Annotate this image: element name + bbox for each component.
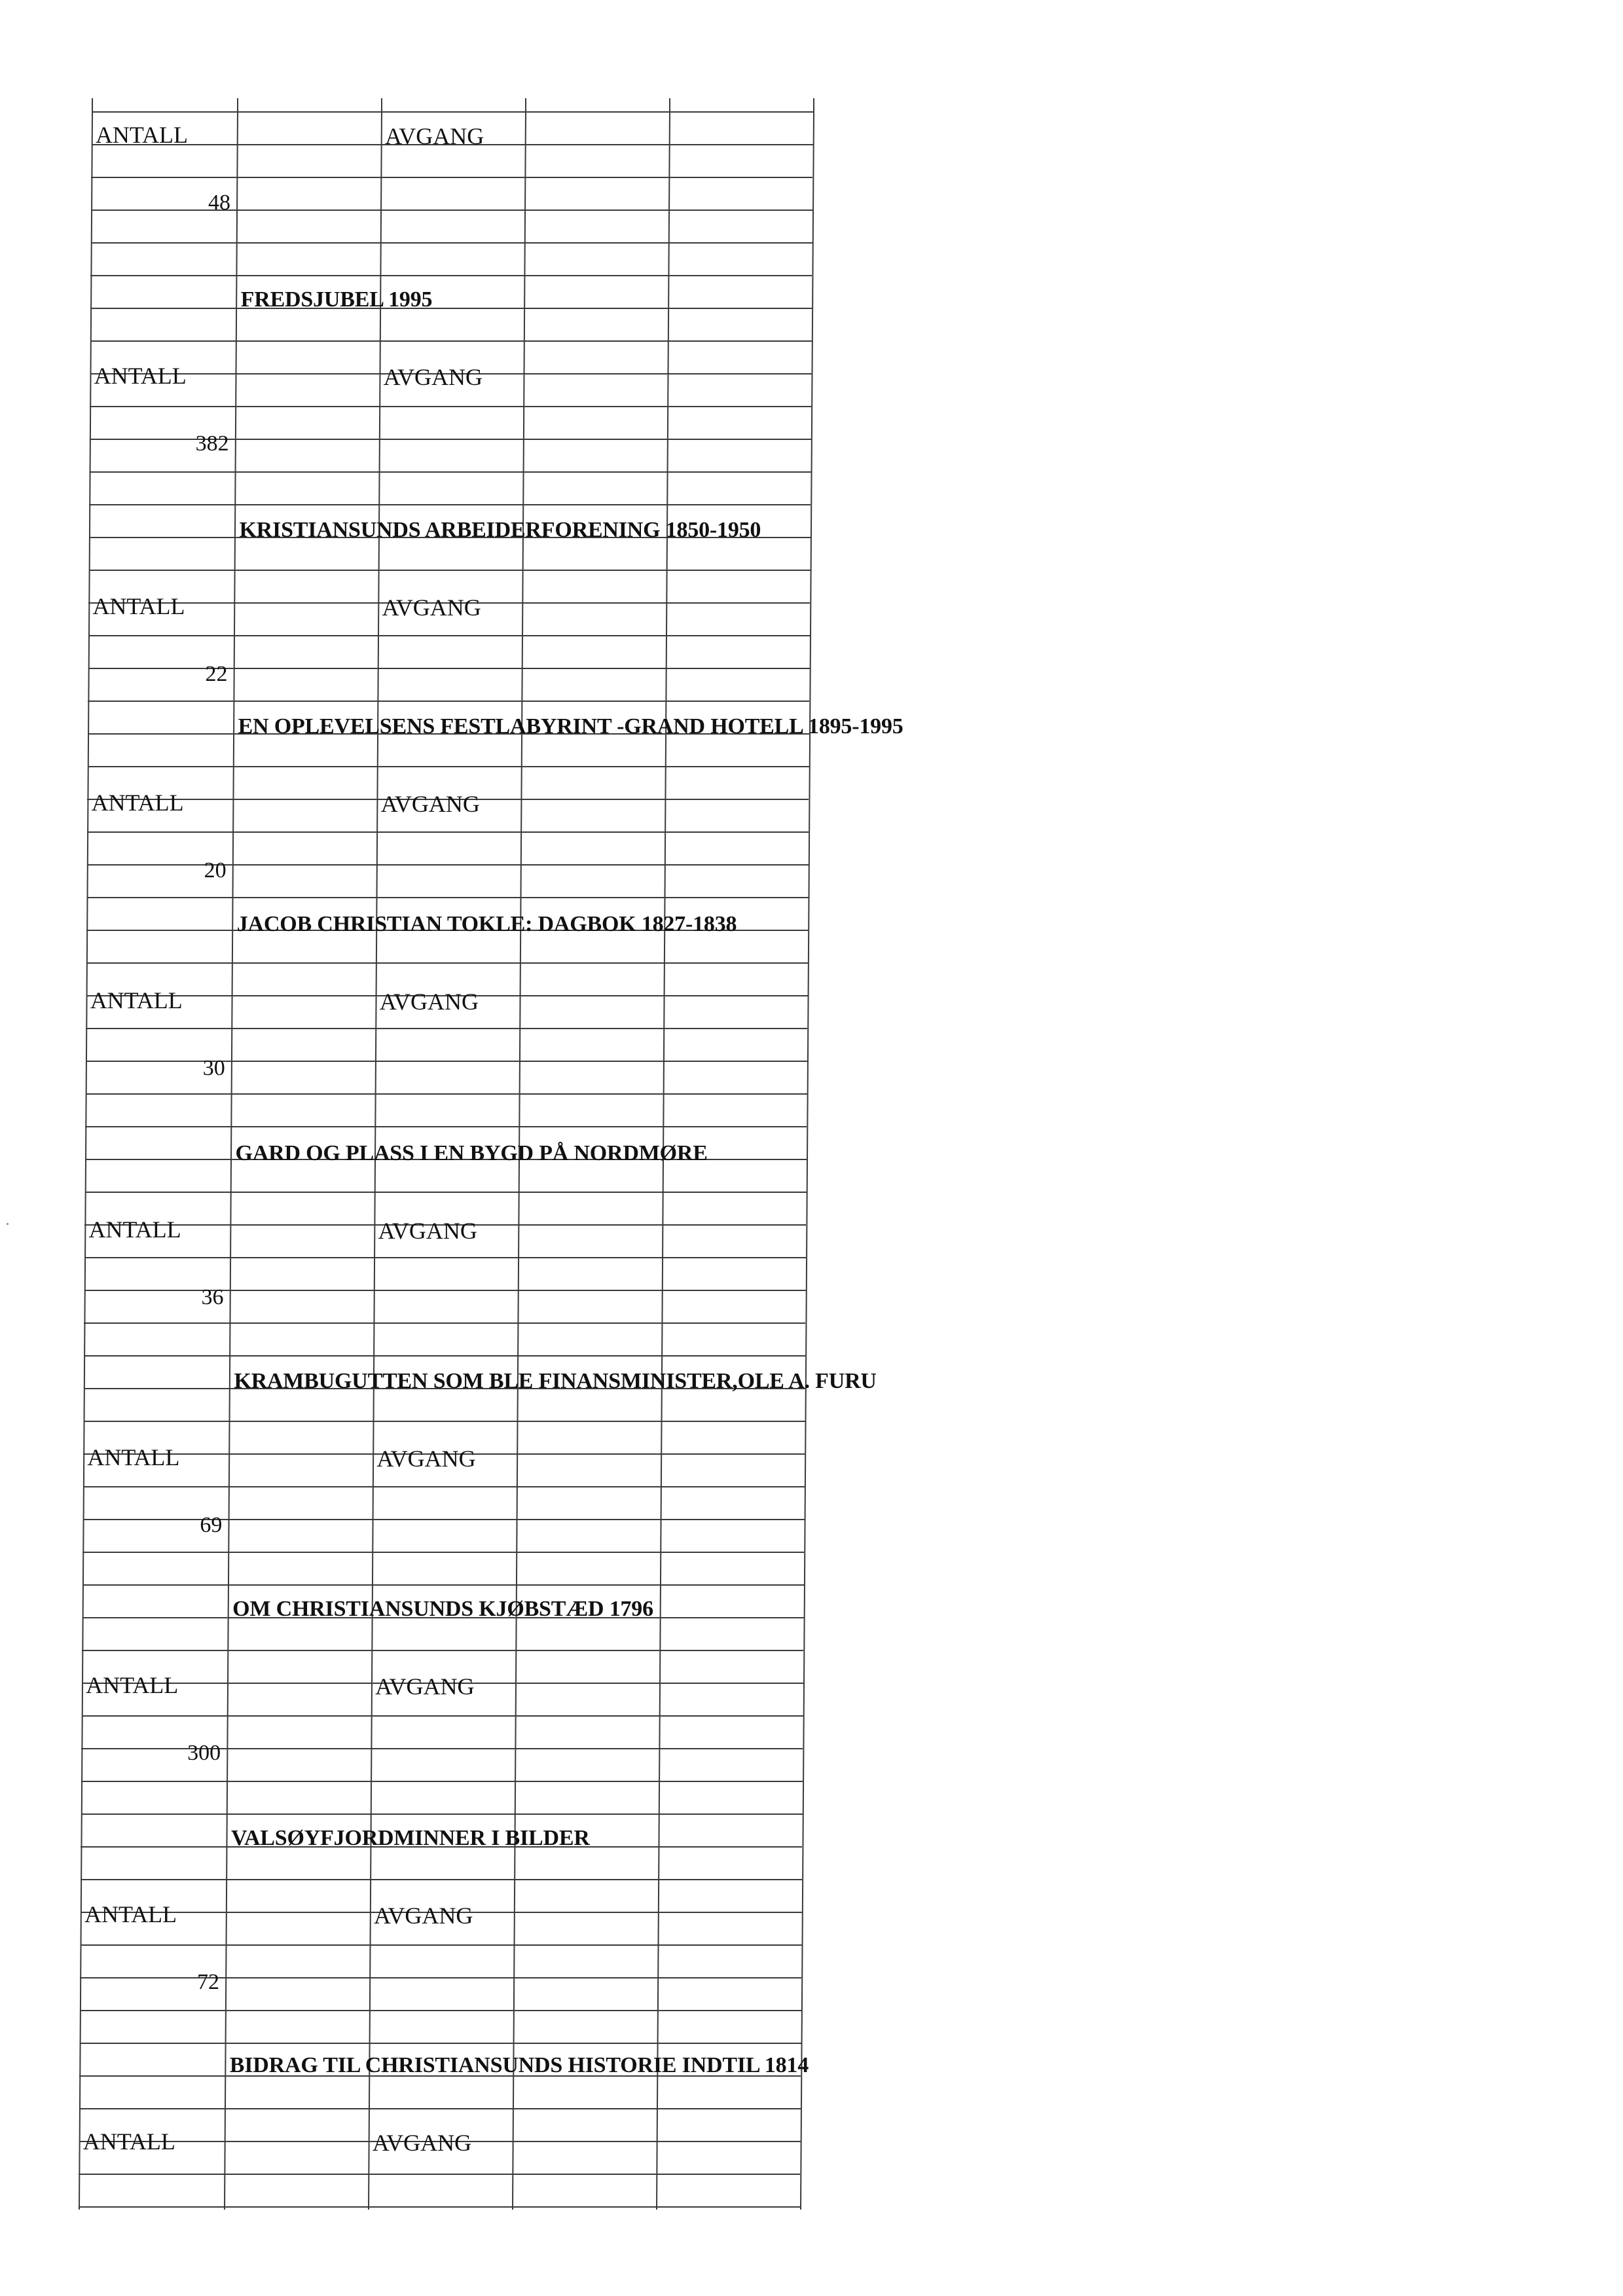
- departure-label: AVGANG: [373, 1903, 473, 1929]
- table-row-line: [90, 275, 812, 276]
- top-edge-tick: [813, 98, 814, 113]
- table-row-line: [84, 1322, 805, 1324]
- table-row-line: [92, 111, 813, 113]
- count-label: ANTALL: [88, 1216, 181, 1243]
- table-row-line: [80, 2010, 801, 2011]
- departure-label: AVGANG: [372, 2130, 472, 2156]
- count-value: 20: [204, 858, 227, 883]
- entry-title: BIDRAG TIL CHRISTIANSUNDS HISTORIE INDTIL 1814: [229, 2053, 809, 2077]
- count-label: ANTALL: [90, 987, 183, 1013]
- table-row-line: [84, 1257, 806, 1258]
- count-label: ANTALL: [87, 1444, 180, 1470]
- table-row-line: [79, 2206, 800, 2208]
- table-row-line: [82, 1715, 803, 1717]
- entry-title: GARD OG PLASS I EN BYGD PÅ NORDMØRE: [235, 1141, 708, 1165]
- table-row-line: [86, 962, 808, 964]
- table-row-line: [85, 1192, 807, 1193]
- table-row-line: [86, 1028, 807, 1029]
- table-row-line: [91, 242, 812, 244]
- count-value: 69: [200, 1513, 223, 1537]
- scan-speck: [7, 1223, 9, 1225]
- table-row-line: [83, 1486, 805, 1487]
- table-row-line: [90, 406, 811, 407]
- table-row-line: [82, 1584, 804, 1586]
- table-row-line: [81, 1944, 802, 1946]
- departure-label: AVGANG: [378, 1218, 477, 1244]
- departure-label: AVGANG: [383, 364, 483, 390]
- count-label: ANTALL: [82, 2128, 175, 2155]
- table-row-line: [90, 340, 812, 342]
- table-row-line: [82, 1552, 804, 1553]
- count-label: ANTALL: [91, 790, 184, 816]
- table-column-line: [800, 111, 814, 2210]
- count-value: 382: [195, 431, 229, 456]
- table-row-line: [89, 504, 811, 505]
- table-row-line: [81, 1813, 803, 1815]
- entry-title: JACOB CHRISTIAN TOKLE: DAGBOK 1827-1838: [236, 912, 737, 936]
- entry-title: KRISTIANSUNDS ARBEIDERFORENING 1850-1950: [239, 518, 761, 542]
- count-label: ANTALL: [86, 1672, 179, 1698]
- table-row-line: [91, 177, 812, 178]
- table-row-line: [81, 1781, 803, 1782]
- entry-title: VALSØYFJORDMINNER I BILDER: [230, 1826, 590, 1850]
- count-value: 48: [208, 191, 230, 215]
- table-row-line: [80, 2043, 801, 2044]
- count-value: 72: [196, 1970, 219, 1994]
- top-edge-tick: [237, 98, 238, 113]
- departure-label: AVGANG: [376, 1446, 476, 1472]
- table-row-line: [87, 897, 809, 898]
- departure-label: AVGANG: [375, 1673, 475, 1700]
- departure-label: AVGANG: [382, 594, 481, 621]
- count-label: ANTALL: [84, 1901, 177, 1927]
- table-row-line: [79, 2108, 801, 2109]
- count-label: ANTALL: [92, 593, 185, 619]
- table-row-line: [88, 635, 810, 636]
- top-edge-tick: [669, 98, 670, 113]
- departure-label: AVGANG: [380, 791, 480, 817]
- table-row-line: [87, 831, 809, 833]
- table-row-line: [84, 1355, 805, 1357]
- table-row-line: [89, 570, 811, 571]
- count-value: 22: [205, 662, 228, 686]
- table-row-line: [84, 1421, 805, 1422]
- table-row-line: [86, 1093, 807, 1095]
- table-row-line: [90, 471, 811, 473]
- count-value: 30: [202, 1056, 225, 1080]
- entry-title: KRAMBUGUTTEN SOM BLE FINANSMINISTER,OLE A. FURU: [234, 1369, 877, 1393]
- count-label: ANTALL: [94, 363, 187, 389]
- entry-title: OM CHRISTIANSUNDS KJØBSTÆD 1796: [232, 1597, 653, 1621]
- entry-title: EN OPLEVELSENS FESTLABYRINT -GRAND HOTELL 1895-1995: [238, 714, 903, 738]
- departure-label: AVGANG: [384, 123, 484, 149]
- count-value: 36: [201, 1285, 224, 1309]
- entry-title: FREDSJUBEL 1995: [240, 287, 433, 312]
- table-column-line: [79, 111, 93, 2210]
- table-row-line: [79, 2174, 800, 2175]
- departure-label: AVGANG: [379, 989, 479, 1015]
- count-label: ANTALL: [95, 122, 189, 148]
- table-row-line: [85, 1126, 807, 1127]
- table-row-line: [88, 701, 809, 702]
- top-edge-tick: [525, 98, 526, 113]
- table-row-line: [81, 1879, 802, 1880]
- count-value: 300: [187, 1741, 221, 1765]
- table-row-line: [82, 1650, 803, 1651]
- top-edge-tick: [92, 98, 93, 113]
- table-row-line: [90, 308, 812, 309]
- top-edge-tick: [381, 98, 382, 113]
- table-row-line: [88, 766, 809, 767]
